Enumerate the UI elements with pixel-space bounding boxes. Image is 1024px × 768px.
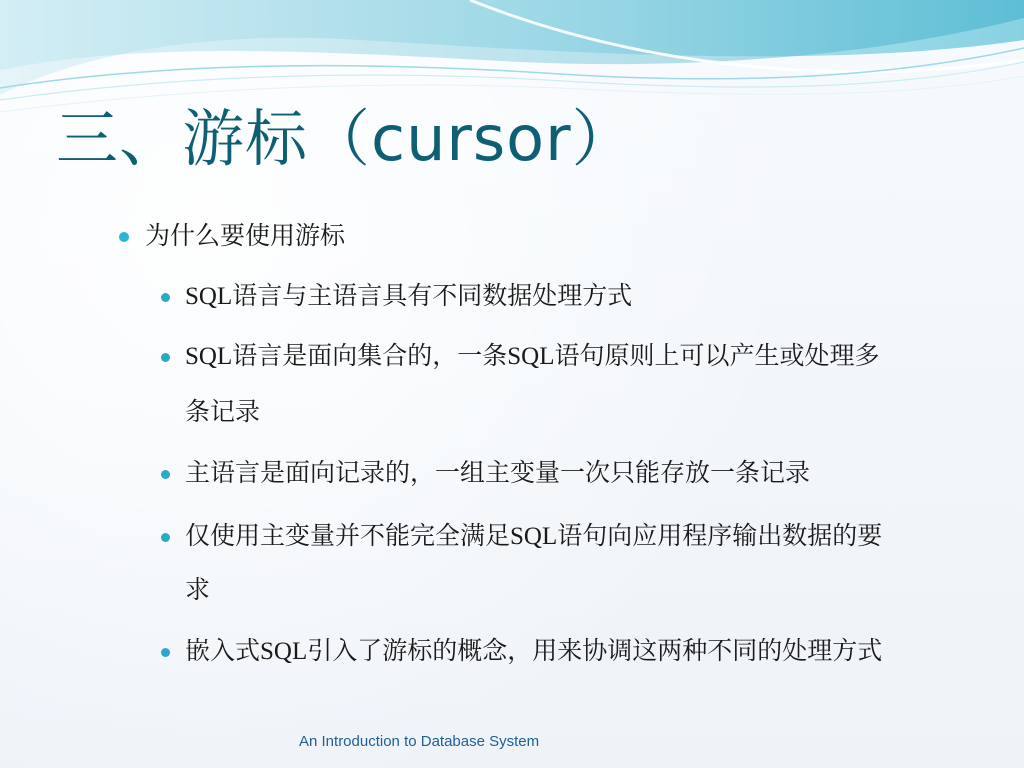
bullet-dot-icon xyxy=(161,353,170,362)
bullet-dot-icon xyxy=(161,533,170,542)
bullet-continuation xyxy=(185,386,260,440)
bullet-text: 条记录 xyxy=(185,399,261,426)
bullet-text: 嵌入式SQL引入了游标的概念，用来协调这两种不同的处理方式 xyxy=(185,638,883,665)
bullet-text: 为什么要使用游标 xyxy=(145,223,346,250)
bullet-dot-icon xyxy=(161,293,170,302)
bullet-text: 主语言是面向记录的，一组主变量一次只能存放一条记录 xyxy=(185,460,811,487)
bullet-item xyxy=(185,270,632,324)
bullet-item xyxy=(185,625,882,679)
footer-text: An Introduction to Database System xyxy=(299,733,540,750)
bullet-dot-icon xyxy=(161,470,170,479)
bullet-item xyxy=(145,210,345,264)
bullet-item xyxy=(185,447,810,501)
bullet-text: 仅使用主变量并不能完全满足SQL语句向应用程序输出数据的要 xyxy=(185,523,883,550)
bullet-item xyxy=(185,510,882,564)
slide-title: 三、游标（cursor） xyxy=(56,102,635,175)
bullet-text: SQL语言与主语言具有不同数据处理方式 xyxy=(185,283,633,310)
bullet-text: 求 xyxy=(185,577,211,604)
bullet-dot-icon xyxy=(119,232,129,242)
bullet-continuation xyxy=(185,564,210,618)
bullet-item xyxy=(185,330,879,384)
bullet-text: SQL语言是面向集合的，一条SQL语句原则上可以产生或处理多 xyxy=(185,343,880,370)
bullet-dot-icon xyxy=(161,648,170,657)
